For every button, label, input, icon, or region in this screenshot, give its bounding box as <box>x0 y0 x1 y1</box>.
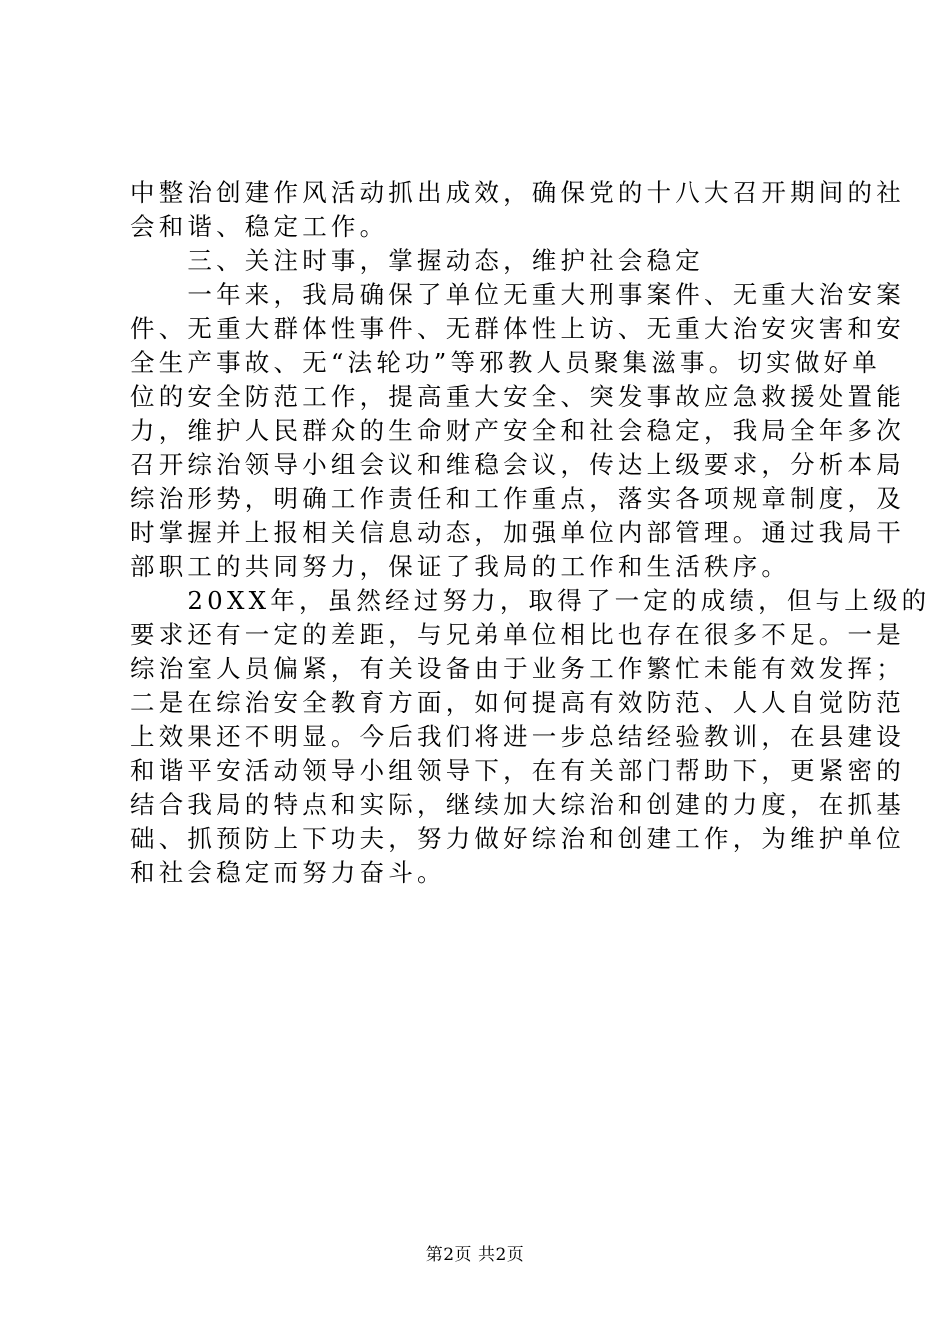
text-line: 综治室人员偏紧，有关设备由于业务工作繁忙未能有效发挥； <box>130 654 905 683</box>
text-line: 20XX年，虽然经过努力，取得了一定的成绩，但与上级的 <box>130 586 931 615</box>
text-line: 部职工的共同努力，保证了我局的工作和生活秩序。 <box>130 552 791 581</box>
text-line: 上效果还不明显。今后我们将进一步总结经验教训，在县建设 <box>130 722 905 751</box>
text-line: 件、无重大群体性事件、无群体性上访、无重大治安灾害和安 <box>130 314 905 343</box>
text-line: 一年来，我局确保了单位无重大刑事案件、无重大治安案 <box>130 280 905 309</box>
text-line: 和谐平安活动领导小组领导下，在有关部门帮助下，更紧密的 <box>130 756 905 785</box>
page-number-footer: 第2页 共2页 <box>425 1245 525 1265</box>
text-line: 二是在综治安全教育方面，如何提高有效防范、人人自觉防范 <box>130 688 905 717</box>
text-line: 召开综治领导小组会议和维稳会议，传达上级要求，分析本局 <box>130 450 905 479</box>
section-heading: 三、关注时事，掌握动态，维护社会稳定 <box>130 246 704 275</box>
text-line: 综治形势，明确工作责任和工作重点，落实各项规章制度，及 <box>130 484 905 513</box>
text-line: 会和谐、稳定工作。 <box>130 212 389 241</box>
text-line: 和社会稳定而努力奋斗。 <box>130 858 446 887</box>
text-line: 时掌握并上报相关信息动态，加强单位内部管理。通过我局干 <box>130 518 905 547</box>
text-line: 要求还有一定的差距，与兄弟单位相比也存在很多不足。一是 <box>130 620 905 649</box>
text-line: 位的安全防范工作，提高重大安全、突发事故应急救援处置能 <box>130 382 905 411</box>
text-line: 全生产事故、无“法轮功”等邪教人员聚集滋事。切实做好单 <box>130 348 881 377</box>
text-line: 础、抓预防上下功夫，努力做好综治和创建工作，为维护单位 <box>130 824 905 853</box>
text-line: 力，维护人民群众的生命财产安全和社会稳定，我局全年多次 <box>130 416 905 445</box>
text-line: 结合我局的特点和实际，继续加大综治和创建的力度，在抓基 <box>130 790 905 819</box>
text-line: 中整治创建作风活动抓出成效，确保党的十八大召开期间的社 <box>130 178 905 207</box>
